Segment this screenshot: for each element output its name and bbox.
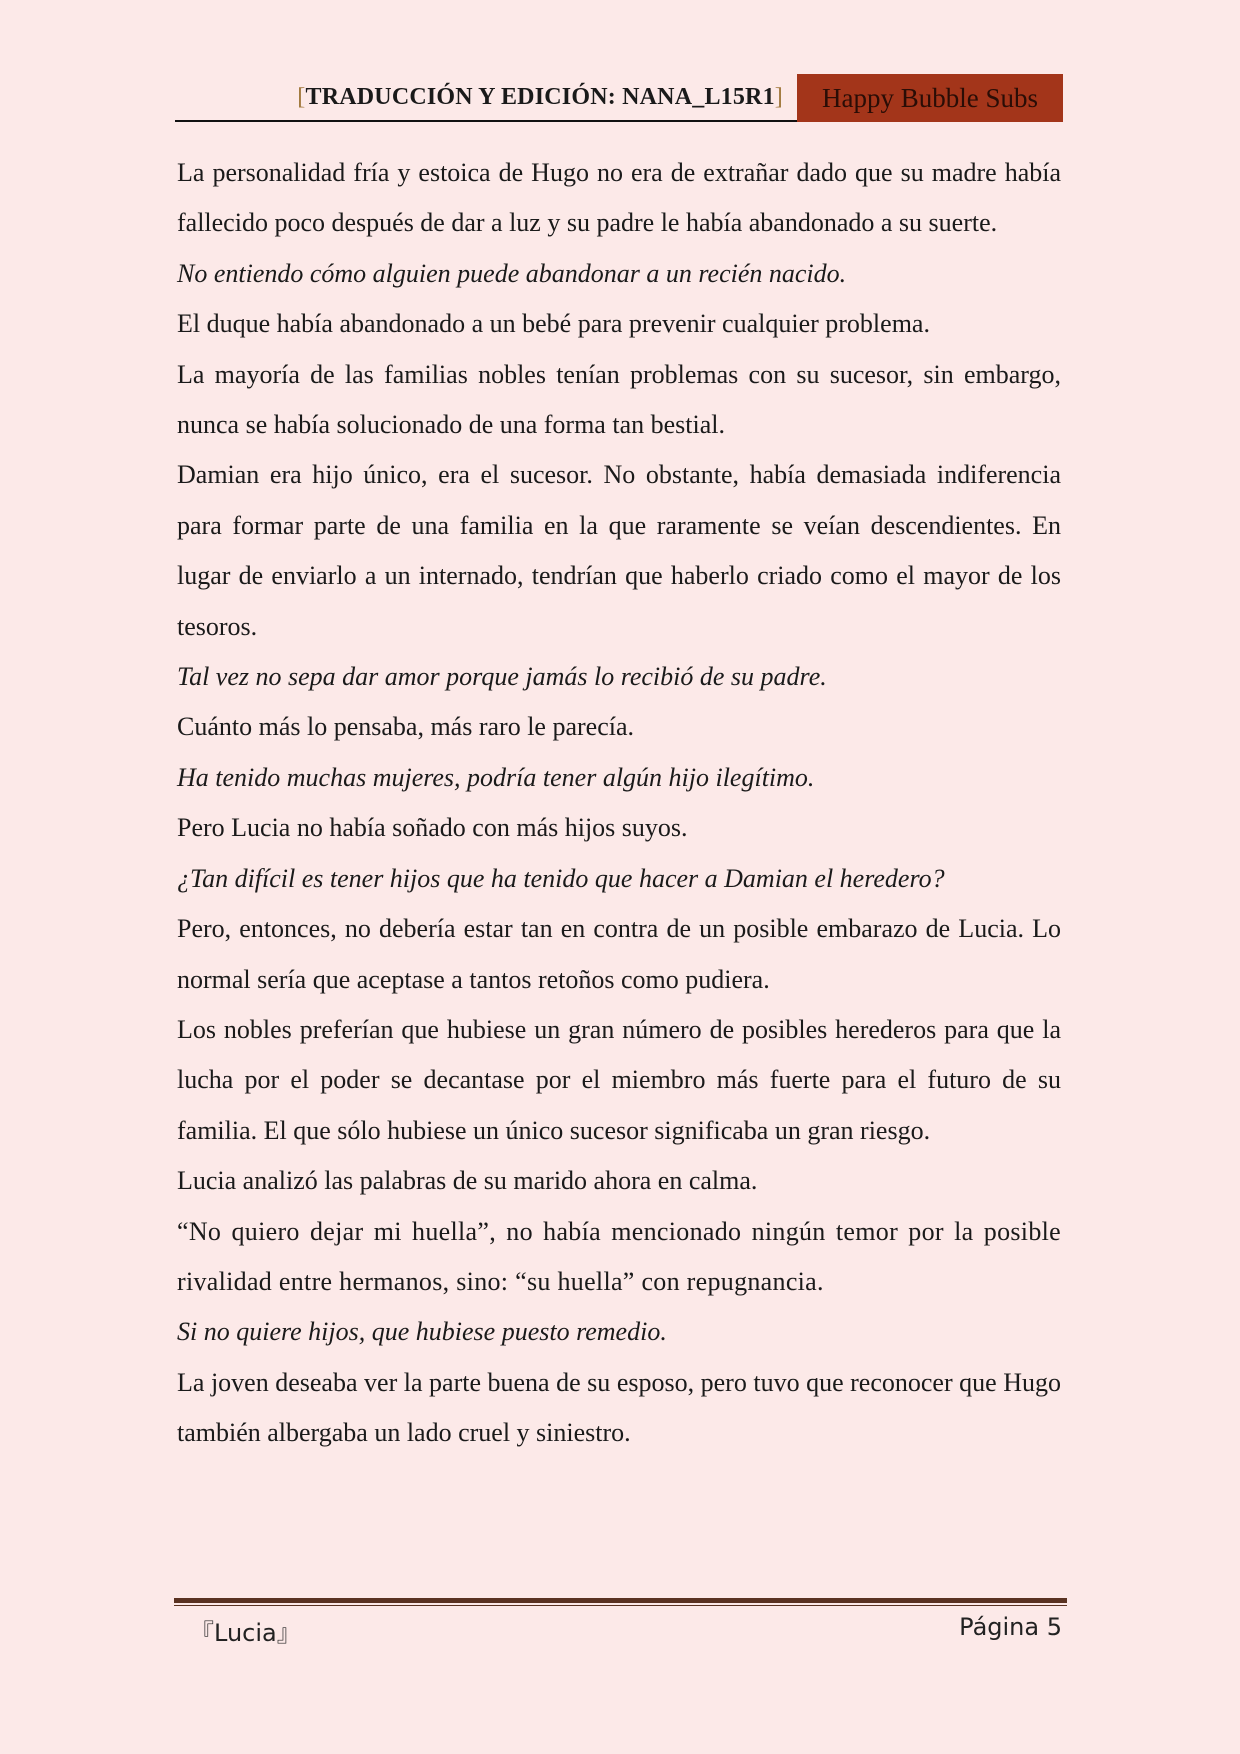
footer-rule — [174, 1598, 1067, 1603]
paragraph: Pero, entonces, no debería estar tan en contra de un posible embarazo de Lucia. Lo normal sería que aceptase a tantos retoños como pudiera. — [177, 914, 1061, 994]
footer-rule-thin — [174, 1605, 1067, 1606]
paragraph: Los nobles preferían que hubiese un gran número de posibles herederos para que la lucha por el poder se decantase por el miembro más fuerte para el futuro de su familia. El que sólo hubiese un único sucesor significaba un gran riesgo. — [177, 1014, 1061, 1145]
paragraph: La joven deseaba ver la parte buena de su esposo, pero tuvo que reconocer que Hugo también albergaba un lado cruel y siniestro. — [177, 1367, 1061, 1448]
paragraph-thought: Si no quiere hijos, que hubiese puesto remedio. — [177, 1317, 667, 1347]
body-text — [177, 148, 1061, 1459]
credit-text: TRADUCCIÓN Y EDICIÓN: NANA_L15R1 — [305, 84, 775, 110]
page-number: Página 5 — [959, 1613, 1062, 1641]
paragraph-thought: Ha tenido muchas mujeres, podría tener algún hijo ilegítimo. — [177, 762, 815, 792]
paragraph-quote: “No quiero dejar mi huella”, no había mencionado ningún temor por la posible rivalidad entre hermanos, sino: “su huella” con repugnancia. — [177, 1216, 1061, 1296]
paragraph-thought: Tal vez no sepa dar amor porque jamás lo recibió de su padre. — [177, 662, 827, 692]
paragraph: Damian era hijo único, era el sucesor. No obstante, había demasiada indiferencia para formar parte de una familia en la que raramente se veían descendientes. En lugar de enviarlo a un internado, tendrían que haberlo criado como el mayor de los tesoros. — [177, 460, 1061, 641]
credit-bracket-open: [ — [297, 84, 306, 110]
paragraph: El duque había abandonado a un bebé para prevenir cualquier problema. — [177, 309, 930, 339]
footer-book-title: 『Lucia』 — [190, 1619, 301, 1647]
paragraph-thought: ¿Tan difícil es tener hijos que ha tenido que hacer a Damian el heredero? — [177, 863, 945, 893]
paragraph: Lucia analizó las palabras de su marido ahora en calma. — [177, 1166, 758, 1196]
paragraph: Pero Lucia no había soñado con más hijos suyos. — [177, 813, 688, 843]
paragraph: La mayoría de las familias nobles tenían problemas con su sucesor, sin embargo, nunca se había solucionado de una forma tan bestial. — [177, 359, 1061, 440]
translation-credit — [297, 84, 783, 111]
paragraph: Cuánto más lo pensaba, más raro le parecía. — [177, 712, 634, 742]
credit-bracket-close: ] — [774, 84, 783, 110]
paragraph: La personalidad fría y estoica de Hugo no era de extrañar dado que su madre había fallecido poco después de dar a luz y su padre le había abandonado a su suerte. — [177, 158, 1061, 238]
page-header — [175, 74, 1063, 122]
paragraph-thought: No entiendo cómo alguien puede abandonar a un recién nacido. — [177, 258, 847, 288]
header-rule — [175, 120, 798, 122]
brand-banner: Happy Bubble Subs — [797, 74, 1063, 122]
